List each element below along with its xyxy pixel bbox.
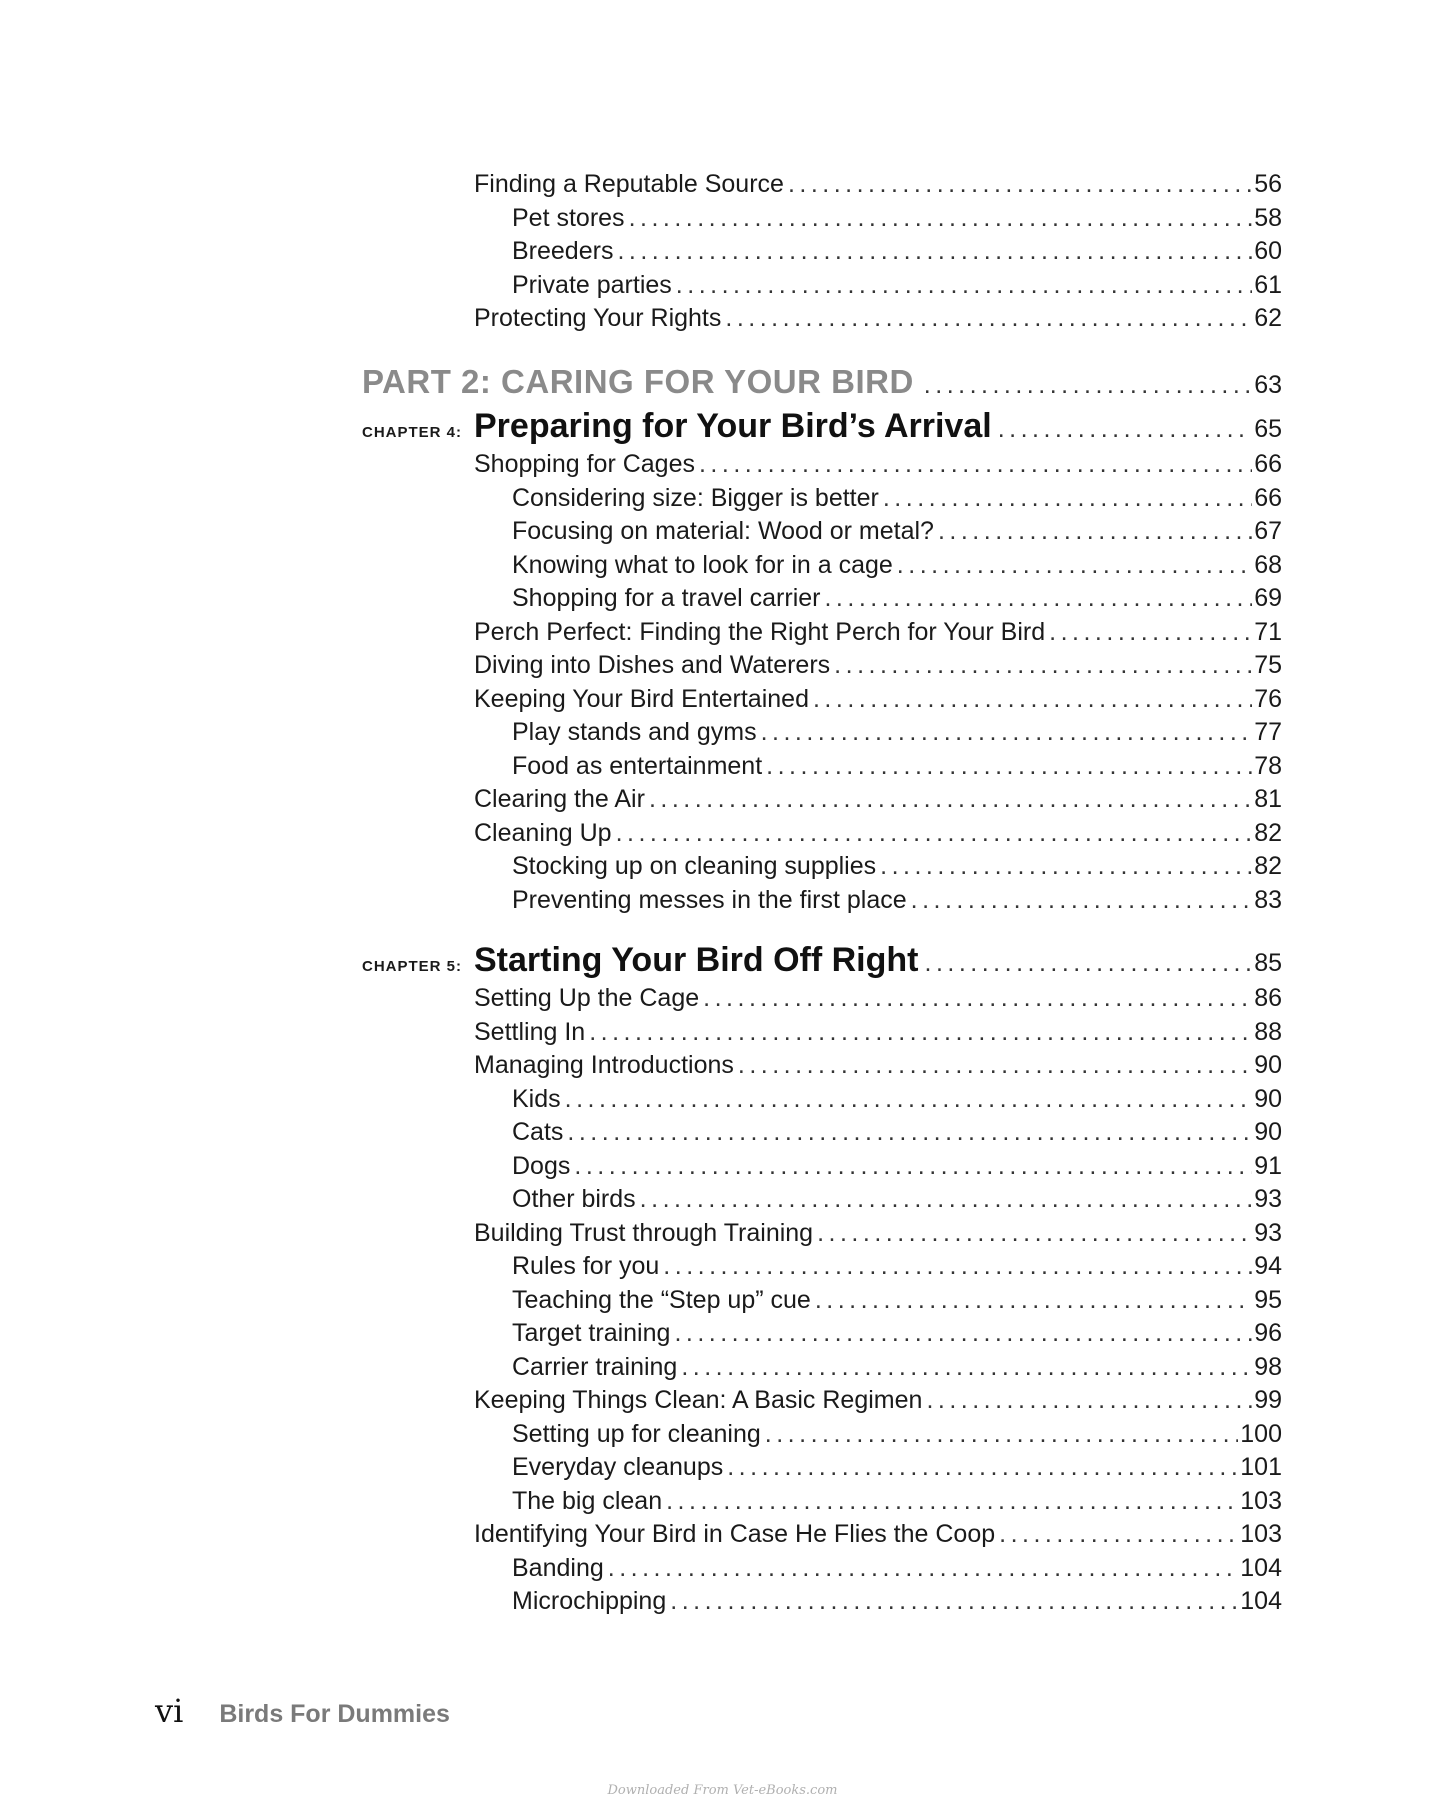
toc-entry-title: Breeders (512, 237, 614, 265)
chapter-page: 65 (1254, 415, 1282, 443)
toc-entry (512, 582, 1282, 614)
toc-entry-title: Microchipping (512, 1587, 667, 1615)
chapter-label: CHAPTER 5: (362, 958, 463, 975)
dot-leader (880, 850, 1252, 882)
toc-entry-title: Stocking up on cleaning supplies (512, 852, 877, 880)
dot-leader (567, 1116, 1252, 1148)
toc-entry-page: 101 (1240, 1453, 1282, 1481)
dot-leader (574, 1150, 1252, 1182)
dot-leader (926, 1384, 1252, 1416)
toc-entry-title: Pet stores (512, 203, 625, 232)
toc-entry-page: 62 (1254, 304, 1282, 332)
chapter-page: 85 (1254, 949, 1282, 977)
toc-entry (474, 448, 1282, 480)
toc-entry-page: 94 (1254, 1252, 1282, 1280)
toc-entry-page: 99 (1254, 1386, 1282, 1414)
dot-leader (834, 649, 1252, 681)
toc-entry-title: Clearing the Air (474, 785, 645, 813)
chapter4-heading (362, 403, 1282, 449)
dot-leader (703, 982, 1252, 1014)
dot-leader (608, 1552, 1239, 1584)
toc-entry-page: 90 (1254, 1118, 1282, 1146)
dot-leader (824, 582, 1252, 614)
toc-entry (512, 1418, 1282, 1450)
dot-leader (897, 549, 1252, 581)
toc-entry-title: The big clean (512, 1486, 663, 1515)
toc-entry (512, 1552, 1282, 1584)
toc-entry-title: Shopping for a travel carrier (512, 584, 821, 612)
toc-entry-title: Play stands and gyms (512, 718, 757, 746)
toc-entry (474, 616, 1282, 648)
toc-entry-title: Finding a Reputable Source (474, 170, 784, 198)
toc-entry (474, 817, 1282, 849)
dot-leader (676, 269, 1252, 301)
toc-entry-title: Considering size: Bigger is better (512, 483, 879, 512)
toc-entry-page: 90 (1254, 1051, 1282, 1079)
dot-leader (565, 1083, 1253, 1115)
toc-entry (512, 269, 1282, 301)
toc-entry-page: 98 (1254, 1352, 1282, 1381)
toc-entry-title: Identifying Your Bird in Case He Flies the Coop (474, 1520, 996, 1548)
toc-entry-title: Rules for you (512, 1252, 660, 1280)
toc-entry (474, 982, 1282, 1014)
toc-entry-title: Building Trust through Training (474, 1218, 814, 1247)
chapter5-heading (362, 937, 1282, 983)
chapter-label: CHAPTER 4: (362, 424, 463, 441)
dot-leader (674, 1317, 1252, 1349)
toc-entry-title: Banding (512, 1553, 604, 1582)
toc-entry (512, 1284, 1282, 1316)
toc-entry-title: Carrier training (512, 1352, 678, 1381)
toc-entry-title: Preventing messes in the first place (512, 885, 907, 914)
toc-entry-title: Managing Introductions (474, 1051, 734, 1079)
toc-entry (512, 1150, 1282, 1182)
toc-entry-page: 90 (1254, 1084, 1282, 1113)
toc-entry-title: Settling In (474, 1017, 586, 1046)
toc-entry-title: Shopping for Cages (474, 450, 695, 478)
toc-entry-page: 76 (1254, 684, 1282, 713)
toc-entry (512, 549, 1282, 581)
toc-entry-title: Teaching the “Step up” cue (512, 1285, 811, 1314)
toc-entry (512, 515, 1282, 547)
dot-leader (813, 683, 1252, 715)
toc-entry (474, 302, 1282, 334)
dot-leader (640, 1183, 1253, 1215)
toc-entry-title: Knowing what to look for in a cage (512, 550, 893, 579)
dot-leader (616, 817, 1253, 849)
dot-leader (589, 1016, 1252, 1048)
toc-entry-title: Protecting Your Rights (474, 304, 722, 332)
dot-leader (617, 235, 1252, 267)
toc-entry (512, 884, 1282, 916)
toc-entry (512, 1083, 1282, 1115)
toc-entry-page: 88 (1254, 1017, 1282, 1046)
toc-entry-page: 103 (1240, 1486, 1282, 1515)
toc-entry-title: Setting Up the Cage (474, 984, 700, 1012)
toc-entry-page: 91 (1254, 1151, 1282, 1180)
toc-entry-title: Dogs (512, 1151, 571, 1180)
dot-leader (629, 202, 1253, 234)
dot-leader (883, 482, 1252, 514)
toc-entry (512, 482, 1282, 514)
toc-entry-title: Everyday cleanups (512, 1453, 724, 1481)
toc-entry-title: Target training (512, 1319, 671, 1347)
watermark-text: Downloaded From Vet-eBooks.com (607, 1783, 838, 1798)
toc-entry-page: 71 (1254, 617, 1282, 646)
toc-entry (512, 750, 1282, 782)
toc-entry-page: 61 (1254, 270, 1282, 299)
dot-leader (666, 1485, 1238, 1517)
toc-entry-page: 75 (1254, 651, 1282, 679)
toc-entry-page: 93 (1254, 1218, 1282, 1247)
dot-leader (725, 302, 1252, 334)
toc-entry-page: 56 (1254, 170, 1282, 198)
toc-entry-title: Kids (512, 1084, 561, 1113)
dot-leader (924, 363, 1250, 404)
dot-leader (663, 1250, 1252, 1282)
page-number: vi (155, 1692, 184, 1730)
toc-entry (474, 783, 1282, 815)
toc-entry-page: 78 (1254, 751, 1282, 780)
toc-entry (512, 1585, 1282, 1617)
toc-entry-title: Keeping Your Bird Entertained (474, 684, 809, 713)
toc-entry-page: 86 (1254, 984, 1282, 1012)
toc-entry-title: Private parties (512, 270, 672, 299)
dot-leader (999, 1518, 1238, 1550)
dot-leader (788, 168, 1252, 200)
page-footer (155, 1692, 450, 1730)
toc-entry-page: 58 (1254, 203, 1282, 232)
toc-entry-title: Other birds (512, 1185, 636, 1213)
toc-entry (512, 1250, 1282, 1282)
toc-entry (512, 850, 1282, 882)
toc-entry-page: 82 (1254, 818, 1282, 847)
toc-entry-page: 104 (1240, 1587, 1282, 1615)
dot-leader (765, 1418, 1239, 1450)
dot-leader (649, 783, 1252, 815)
dot-leader (925, 940, 1251, 983)
toc-entry-title: Perch Perfect: Finding the Right Perch for Your Bird (474, 617, 1046, 646)
toc-entry-page: 67 (1254, 517, 1282, 545)
toc-entry-title: Diving into Dishes and Waterers (474, 651, 831, 679)
toc-entry (474, 1049, 1282, 1081)
dot-leader (681, 1351, 1252, 1383)
toc-entry (512, 1116, 1282, 1148)
dot-leader (998, 406, 1251, 449)
dot-leader (670, 1585, 1238, 1617)
toc-entry-page: 77 (1254, 718, 1282, 746)
toc-entry (512, 235, 1282, 267)
toc-entry (474, 683, 1282, 715)
toc-entry-page: 66 (1254, 450, 1282, 478)
toc-entry-page: 100 (1240, 1419, 1282, 1448)
toc-entry-page: 103 (1240, 1520, 1282, 1548)
toc-entry (474, 168, 1282, 200)
toc-entry (474, 1518, 1282, 1550)
toc-entry-page: 82 (1254, 852, 1282, 880)
toc-entry-title: Cleaning Up (474, 818, 612, 847)
chapter-title: Starting Your Bird Off Right (474, 941, 919, 979)
toc-entry-page: 66 (1254, 483, 1282, 512)
toc-entry-page: 95 (1254, 1285, 1282, 1314)
toc-entry (512, 202, 1282, 234)
toc-entry-page: 104 (1240, 1553, 1282, 1582)
part-heading (362, 360, 1282, 404)
dot-leader (911, 884, 1253, 916)
toc-entry (474, 649, 1282, 681)
running-title: Birds For Dummies (219, 1700, 450, 1728)
toc-entry-title: Cats (512, 1118, 564, 1146)
dot-leader (699, 448, 1252, 480)
toc-entry-page: 60 (1254, 237, 1282, 265)
chapter-title: Preparing for Your Bird’s Arrival (474, 407, 992, 445)
dot-leader (766, 750, 1252, 782)
toc-entry-title: Food as entertainment (512, 751, 763, 780)
dot-leader (1049, 616, 1252, 648)
toc-entry (474, 1217, 1282, 1249)
toc-entry-page: 81 (1254, 785, 1282, 813)
dot-leader (738, 1049, 1252, 1081)
dot-leader (817, 1217, 1252, 1249)
dot-leader (761, 716, 1253, 748)
toc-entry-page: 93 (1254, 1185, 1282, 1213)
toc-entry-page: 68 (1254, 550, 1282, 579)
toc-entry (512, 716, 1282, 748)
toc-entry-page: 96 (1254, 1319, 1282, 1347)
toc-entry (512, 1183, 1282, 1215)
toc-entry-page: 69 (1254, 584, 1282, 612)
dot-leader (938, 515, 1252, 547)
toc-entry-title: Keeping Things Clean: A Basic Regimen (474, 1386, 923, 1414)
toc-entry (512, 1451, 1282, 1483)
toc-entry (474, 1016, 1282, 1048)
toc-entry (512, 1351, 1282, 1383)
toc-entry-title: Focusing on material: Wood or metal? (512, 517, 934, 545)
toc-entry-page: 83 (1254, 885, 1282, 914)
part-page: 63 (1254, 371, 1282, 399)
toc-entry (512, 1317, 1282, 1349)
part-title: PART 2: CARING FOR YOUR BIRD (362, 363, 914, 400)
toc-entry (474, 1384, 1282, 1416)
dot-leader (815, 1284, 1252, 1316)
toc-entry-title: Setting up for cleaning (512, 1419, 761, 1448)
dot-leader (727, 1451, 1238, 1483)
toc-entry (512, 1485, 1282, 1517)
